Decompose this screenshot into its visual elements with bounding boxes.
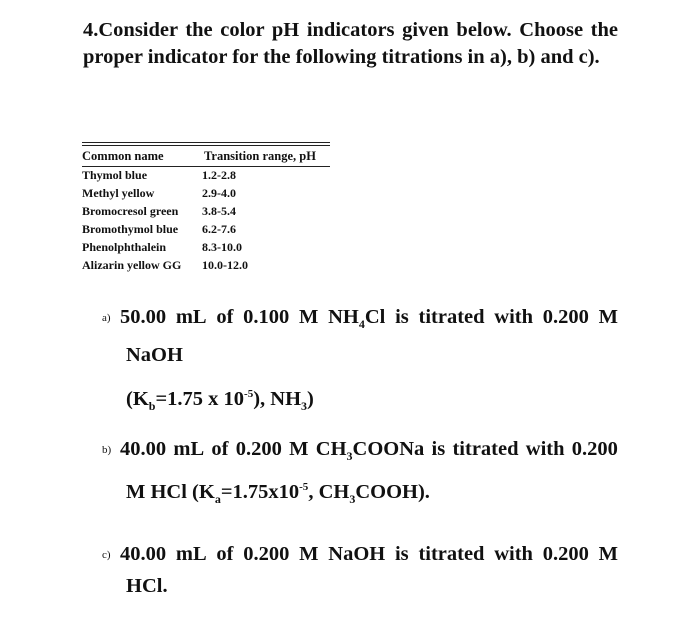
- part-a-nh: NH: [328, 306, 359, 328]
- ka-exponent: -5: [299, 481, 309, 493]
- indicator-name: Bromothymol blue: [82, 222, 179, 236]
- indicator-range: 6.2-7.6: [202, 222, 236, 236]
- part-c-word: 0.200: [542, 543, 589, 565]
- ka-after: , CH: [308, 481, 350, 503]
- table-row: [82, 221, 330, 239]
- part-a-subscript-4: 4: [358, 317, 365, 331]
- part-a-line2: NaOH: [126, 344, 183, 366]
- indicator-name: Phenolphthalein: [82, 240, 167, 254]
- part-b-ch: CH: [315, 438, 347, 460]
- indicator-range: 3.8-5.4: [202, 204, 236, 218]
- kb-open: (K: [126, 388, 149, 410]
- table-row: [82, 185, 330, 203]
- part-a-word: with: [494, 306, 534, 328]
- part-c-word: titrated: [418, 543, 485, 565]
- indicator-range: 2.9-4.0: [202, 186, 236, 200]
- part-b-line1: [102, 434, 618, 472]
- indicator-range: 1.2-2.8: [202, 168, 236, 182]
- part-a-word: is: [395, 306, 409, 328]
- part-a-word: 0.200: [542, 306, 589, 328]
- part-b-word: titrated: [452, 438, 519, 460]
- question-text: 4.Consider the color pH indicators given below. Choose the proper indicator for the following titrations in a), b) and c).: [83, 19, 618, 68]
- part-b-hcl: M HCl (K: [126, 481, 215, 503]
- indicator-name: Thymol blue: [82, 168, 148, 182]
- part-c-label: c): [102, 548, 111, 561]
- header-common-name: Common name: [82, 149, 164, 163]
- table-row: [82, 239, 330, 257]
- part-a-line1: [102, 302, 618, 340]
- kb-subscript: b: [148, 399, 156, 413]
- table-header-row: [82, 146, 330, 166]
- part-b-word: 0.200: [235, 438, 282, 460]
- part-a-label: a): [102, 311, 111, 324]
- part-a-kb-line: [102, 379, 618, 422]
- kb-close: ): [307, 388, 314, 410]
- part-b-word: is: [431, 438, 446, 460]
- indicator-name: Alizarin yellow GG: [82, 258, 182, 272]
- nh3-subscript: 3: [301, 399, 308, 413]
- indicator-range: 10.0-12.0: [202, 258, 248, 272]
- part-b-word: 40.00: [120, 438, 167, 460]
- part-b: [102, 434, 618, 515]
- ch3-subscript: 3: [349, 492, 356, 506]
- part-c-word: M: [598, 543, 618, 565]
- part-a-cl: Cl: [364, 306, 386, 328]
- ka-subscript: a: [214, 492, 221, 506]
- ka-value: =1.75x10: [220, 481, 300, 503]
- ka-close: COOH).: [355, 481, 430, 503]
- indicator-table-grid: [82, 146, 330, 275]
- part-c-word: 40.00: [120, 543, 167, 565]
- part-b-coona: COONa: [352, 438, 425, 460]
- table-row: [82, 167, 330, 185]
- part-c-word: of: [216, 543, 234, 565]
- kb-value: =1.75 x 10: [155, 388, 245, 410]
- part-a-word: M: [299, 306, 319, 328]
- part-a-word: of: [216, 306, 234, 328]
- part-c: [102, 539, 618, 602]
- part-c-word: 0.200: [243, 543, 290, 565]
- part-c-word: M: [299, 543, 319, 565]
- part-a: [102, 302, 618, 422]
- part-b-subscript-3: 3: [346, 449, 353, 463]
- part-b-formula-ch3coona: [316, 434, 425, 472]
- part-c-line1: [102, 539, 618, 571]
- part-b-word: mL: [173, 438, 205, 460]
- table-row: [82, 203, 330, 221]
- part-c-word: with: [494, 543, 533, 565]
- kb-exponent: -5: [244, 388, 254, 400]
- part-a-word: titrated: [418, 306, 485, 328]
- part-b-word: 0.200: [571, 438, 618, 460]
- indicator-table: [82, 142, 330, 275]
- part-b-word: of: [211, 438, 229, 460]
- part-c-word: NaOH: [328, 543, 386, 565]
- part-b-label: b): [102, 443, 112, 456]
- part-c-line2: HCl.: [126, 574, 168, 597]
- part-c-word: mL: [175, 543, 207, 565]
- indicator-range: 8.3-10.0: [202, 240, 242, 254]
- part-b-line2: [102, 472, 618, 515]
- part-a-word: mL: [175, 306, 207, 328]
- kb-after: ), NH: [253, 388, 302, 410]
- indicator-name: Methyl yellow: [82, 186, 155, 200]
- table-row: [82, 257, 330, 275]
- part-a-word: 50.00: [120, 306, 167, 328]
- part-b-word: with: [525, 438, 565, 460]
- part-b-word: M: [289, 438, 309, 460]
- header-transition-range: Transition range, pH: [204, 149, 316, 163]
- part-a-word: M: [598, 306, 618, 328]
- part-a-word: 0.100: [243, 306, 290, 328]
- part-a-formula-nh4cl: [328, 302, 385, 340]
- part-c-word: is: [394, 543, 409, 565]
- indicator-name: Bromocresol green: [82, 204, 179, 218]
